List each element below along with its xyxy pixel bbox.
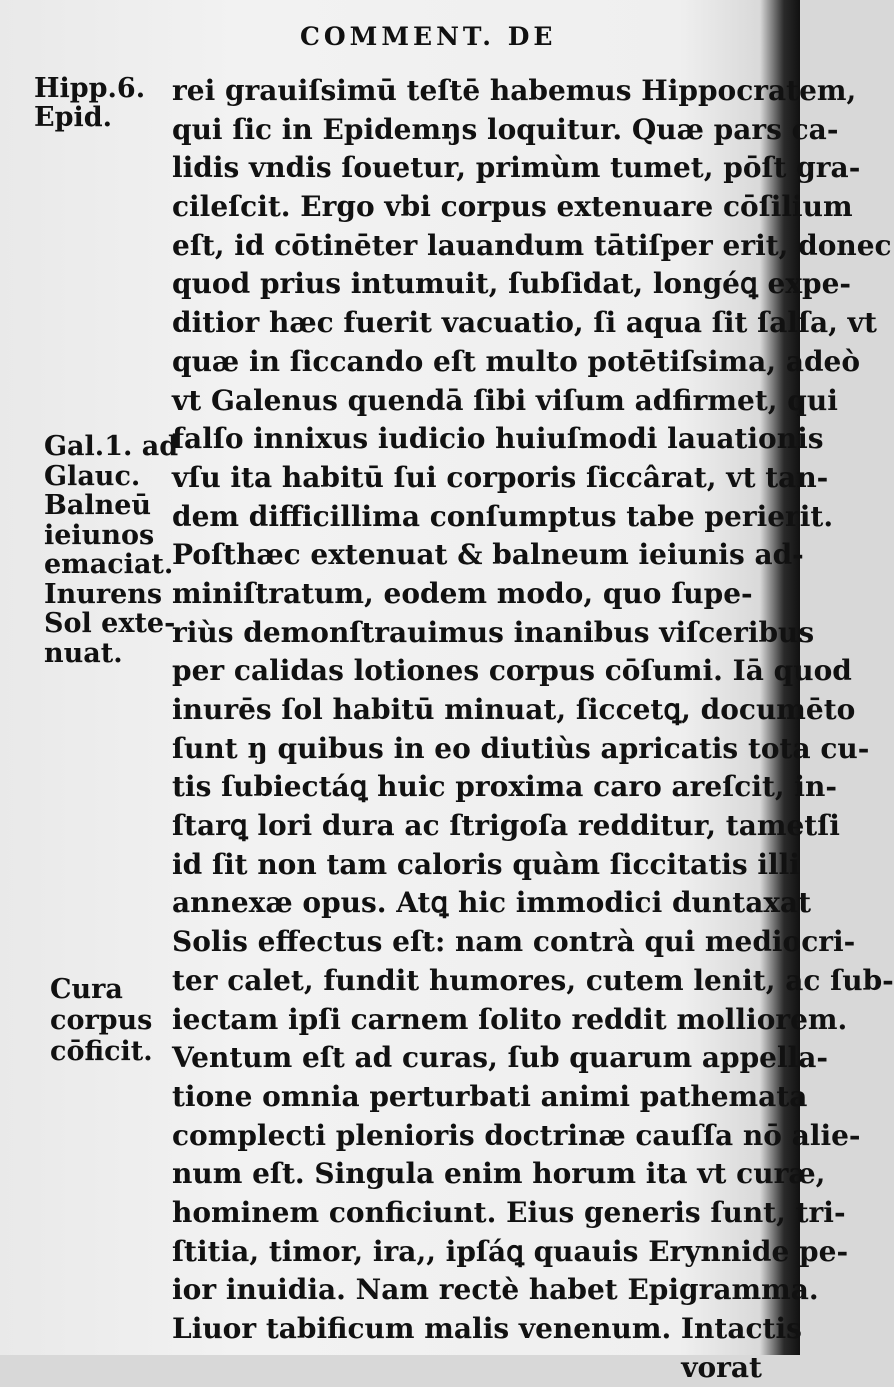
text-line: iectam ipſi carnem ſolito reddit molliorem. bbox=[172, 1002, 848, 1036]
margin-note-line: Glauc. bbox=[44, 460, 141, 492]
margin-note-line: Cura bbox=[50, 974, 123, 1005]
margin-note-line: Hipp.6. bbox=[34, 73, 146, 104]
text-line: id ſit non tam caloris quàm ſiccitatis illi bbox=[172, 847, 800, 881]
text-line: cileſcit. Ergo vbi corpus extenuare cōſilium bbox=[172, 190, 853, 224]
margin-note-line: cōficit. bbox=[50, 1036, 153, 1067]
text-line: riùs demonſtrauimus inanibus viſceribus bbox=[172, 615, 815, 649]
margin-note-line: Inurens bbox=[44, 578, 163, 610]
text-line: ſtarꝗ lori dura ac ſtrigoſa redditur, tametſi bbox=[172, 809, 840, 843]
text-line: Ventum eſt ad curas, ſub quarum appella- bbox=[172, 1041, 829, 1075]
margin-note-line: Sol exte- bbox=[44, 608, 176, 639]
text-line: tis ſubiectáꝗ huic proxima caro areſcit, in- bbox=[172, 770, 838, 804]
text-line: annexæ opus. Atꝗ hic immodici duntaxat bbox=[172, 886, 812, 920]
text-line: falſo innixus iudicio huiuſmodi lauationis bbox=[172, 422, 824, 456]
text-line: eſt, id cōtinēter lauandum tātiſper erit, donec bbox=[172, 228, 892, 262]
text-line: ſunt ŋ quibus in eo diutiùs apricatis tota cu- bbox=[172, 731, 870, 765]
running-head: COMMENT. DE bbox=[300, 22, 557, 51]
text-line: rei grauiſsimū teſtē habemus Hippocratem, bbox=[172, 74, 857, 107]
text-line: ter calet, fundit humores, cutem lenit, ac ſub- bbox=[172, 963, 894, 997]
text-line: vſu ita habitū ſui corporis ſiccârat, vt tan- bbox=[172, 460, 829, 494]
margin-note-cura bbox=[50, 974, 153, 1067]
margin-note-line: corpus bbox=[50, 1005, 153, 1036]
text-line: tione omnia perturbati animi pathemata bbox=[172, 1079, 808, 1113]
margin-note-line: Gal.1. ad bbox=[44, 431, 179, 462]
text-line: ditior hæc fuerit vacuatio, ſi aqua ſit ſalſa, vt bbox=[172, 306, 877, 340]
text-line: lidis vndis ſouetur, primùm tumet, pōſt gra- bbox=[172, 151, 861, 185]
text-line: ſtitia, timor, ira,, ipſáꝗ quauis Erynnide pe- bbox=[172, 1234, 849, 1268]
text-line: vorat bbox=[681, 1350, 762, 1384]
text-line: Solis effectus eſt: nam contrà qui mediocri- bbox=[172, 925, 856, 959]
main-text-block bbox=[172, 72, 894, 1387]
text-line: vt Galenus quendā ſibi viſum adfirmet, qui bbox=[172, 383, 838, 417]
margin-note-line: nuat. bbox=[44, 637, 123, 669]
text-line: inurēs ſol habitū minuat, ſiccetꝗ, documēto bbox=[172, 693, 856, 726]
text-line: ior inuidia. Nam rectè habet Epigramma. bbox=[172, 1273, 819, 1307]
margin-note-line: ieiunos bbox=[44, 519, 155, 551]
text-line: Poſthæc extenuat & balneum ieiunis ad- bbox=[172, 538, 804, 572]
text-line: per calidas lotiones corpus cōſumi. Iā quod bbox=[172, 654, 852, 688]
text-line: miniſtratum, eodem modo, quo ſupe- bbox=[172, 576, 753, 610]
margin-note-hipp bbox=[34, 74, 145, 132]
text-line: dem difficillima conſumptus tabe perierit. bbox=[172, 499, 834, 533]
text-line: complecti plenioris doctrinæ cauſſa nō alie- bbox=[172, 1118, 861, 1152]
text-line: Liuor tabificum malis venenum. Intactis bbox=[172, 1312, 802, 1345]
margin-note-line: Epid. bbox=[34, 102, 112, 133]
text-line: hominem conficiunt. Eius generis ſunt, tri- bbox=[172, 1195, 846, 1229]
margin-note-gal bbox=[44, 432, 178, 668]
text-line: quæ in ſiccando eſt multo potētiſsima, adeò bbox=[172, 344, 861, 378]
margin-note-line: Balneū bbox=[44, 490, 152, 521]
text-line: qui ſic in Epidemŋs loquitur. Quæ pars ca- bbox=[172, 112, 839, 146]
text-line: num eſt. Singula enim horum ita vt curæ, bbox=[172, 1157, 826, 1191]
margin-note-line: emaciat. bbox=[44, 549, 174, 580]
text-line: quod prius intumuit, ſubſidat, longéꝗ expe- bbox=[172, 267, 852, 301]
